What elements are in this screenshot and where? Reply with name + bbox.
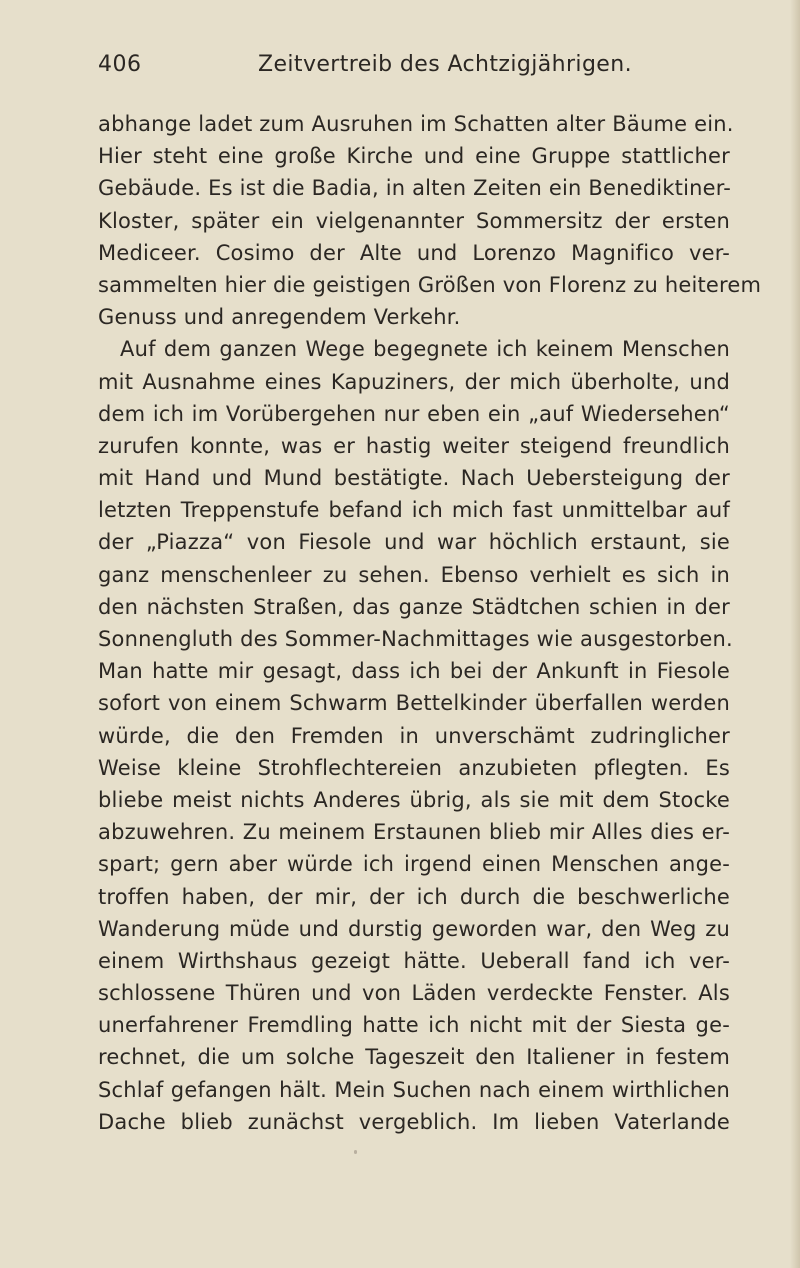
- text-line: Mediceer. Cosimo der Alte und Lorenzo Magnifico ver-: [98, 240, 730, 265]
- text-line: unerfahrener Fremdling hatte ich nicht mit der Siesta ge-: [98, 1013, 730, 1038]
- text-line: abzuwehren. Zu meinem Erstaunen blieb mir Alles dies er-: [98, 820, 730, 845]
- text-line: Wanderung müde und durstig geworden war, den Weg zu: [98, 916, 730, 941]
- text-line: Dache blieb zunächst vergeblich. Im lieben Vaterlande: [98, 1109, 730, 1134]
- text-line: bliebe meist nichts Anderes übrig, als sie mit dem Stocke: [98, 787, 730, 812]
- running-title: Zeitvertreib des Achtzigjährigen.: [258, 52, 632, 77]
- text-line: letzten Treppenstufe befand ich mich fast unmittelbar auf: [98, 498, 730, 523]
- text-line: Schlaf gefangen hält. Mein Suchen nach einem wirthlichen: [98, 1077, 730, 1102]
- text-line: ganz menschenleer zu sehen. Ebenso verhielt es sich in: [98, 562, 730, 587]
- body-text: [98, 108, 762, 1138]
- text-line: abhange ladet zum Ausruhen im Schatten alter Bäume ein.: [98, 112, 734, 136]
- text-line: Auf dem ganzen Wege begegnete ich keinem Menschen: [120, 337, 730, 362]
- running-head: [98, 52, 738, 88]
- text-line: rechnet, die um solche Tageszeit den Italiener in festem: [98, 1045, 730, 1070]
- text-line: sammelten hier die geistigen Größen von Florenz zu heiterem: [98, 272, 762, 297]
- text-line: sofort von einem Schwarm Bettelkinder überfallen werden: [98, 691, 730, 716]
- page-edge-shadow: [790, 0, 800, 1268]
- text-line: Sonnengluth des Sommer-Nachmittages wie ausgestorben.: [98, 627, 733, 651]
- text-line: mit Ausnahme eines Kapuziners, der mich überholte, und: [98, 369, 730, 394]
- text-line: einem Wirthshaus gezeigt hätte. Ueberall fand ich ver-: [98, 948, 730, 973]
- page-number: 406: [98, 52, 142, 77]
- text-line: troffen haben, der mir, der ich durch die beschwerliche: [98, 884, 730, 909]
- text-line: Man hatte mir gesagt, dass ich bei der Ankunft in Fiesole: [98, 659, 730, 684]
- text-line: den nächsten Straßen, das ganze Städtchen schien in der: [98, 594, 730, 619]
- text-line: Genuss und anregendem Verkehr.: [98, 305, 461, 330]
- text-line: zurufen konnte, was er hastig weiter steigend freundlich: [98, 433, 730, 458]
- text-line: Weise kleine Strohflechtereien anzubieten pflegten. Es: [98, 755, 730, 780]
- text-line: der „Piazza“ von Fiesole und war höchlich erstaunt, sie: [98, 530, 730, 555]
- paper-speck: [354, 1150, 357, 1154]
- text-line: mit Hand und Mund bestätigte. Nach Uebersteigung der: [98, 466, 730, 491]
- text-line: Kloster, später ein vielgenannter Sommersitz der ersten: [98, 208, 730, 233]
- text-line: Gebäude. Es ist die Badia, in alten Zeiten ein Benediktiner-: [98, 176, 732, 201]
- text-line: spart; gern aber würde ich irgend einen Menschen ange-: [98, 852, 730, 877]
- text-line: schlossene Thüren und von Läden verdeckte Fenster. Als: [98, 981, 730, 1006]
- text-line: dem ich im Vorübergehen nur eben ein „auf Wiedersehen“: [98, 401, 730, 426]
- text-line: würde, die den Fremden in unverschämt zudringlicher: [98, 723, 730, 748]
- text-line: Hier steht eine große Kirche und eine Gruppe stattlicher: [98, 144, 730, 169]
